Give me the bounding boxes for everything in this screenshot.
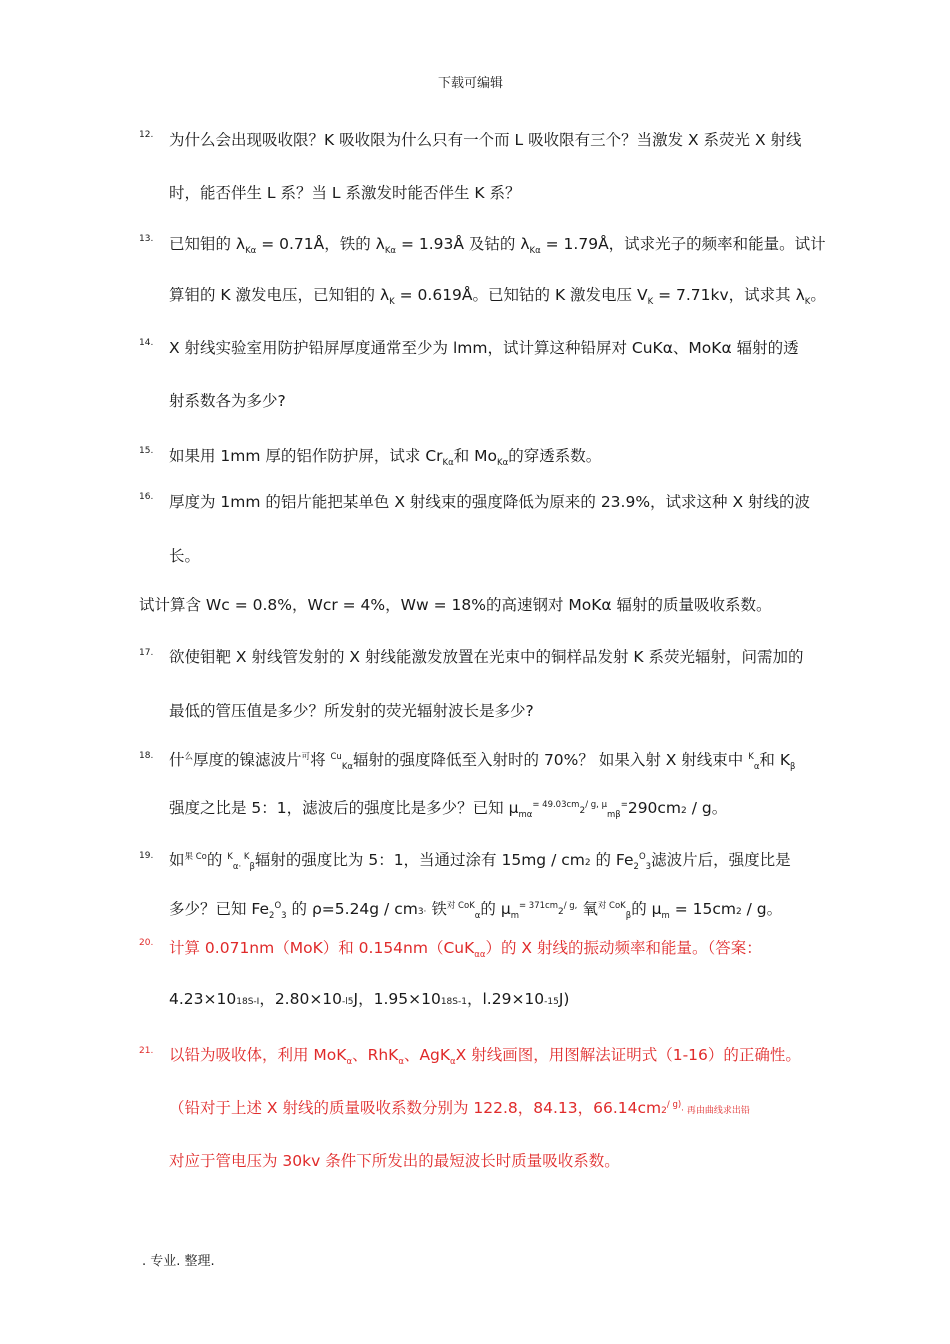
question-18-line-2: 强度之比是 5：1，滤波后的强度比是多少？已知 $\mu_{m\alpha}^{= 49.03cm}2^{/ g, \mu}_{m\beta}^=290cm2$ / g。 — [169, 799, 728, 821]
question-20-line-1: 计算 0.071nm（MoK）和 0.154nm（CuK$_{\alpha\alpha}$）的 X 射线的振动频率和能量。（答案： — [169, 939, 762, 961]
question-14-line-2: 射系数各为多少? — [169, 392, 286, 410]
question-13-line-2: 算钼的 K 激发电压，已知钼的 $\lambda_K$ = 0.619Å。已知钴的 K 激发电压 $V_K = 7.71kv$，试求其 $\lambda_K$。 — [169, 286, 826, 308]
question-number: 19. — [139, 851, 154, 861]
question-17-line-1: 欲使钼靶 X 射线管发射的 X 射线能激发放置在光束中的铜样品发射 K 系荧光辐射，问需加的 — [169, 648, 804, 666]
question-number: 18. — [139, 751, 154, 761]
question-number: 14. — [139, 338, 154, 348]
question-number: 17. — [139, 648, 154, 658]
question-18-line-1: 什$^么$厚度的镍滤波片$^可$将 $^{Cu}_{K\alpha}$辐射的强度降低至入射时的 70%？ 如果入射 X 射线束中 $^K_\alpha$和 $K_\beta$ — [169, 751, 796, 773]
question-15-line-1: 如果用 1mm 厚的铝作防护屏，试求 $Cr_{K\alpha}$和 $Mo_{K\alpha}$的穿透系数。 — [169, 447, 602, 469]
question-number: 16. — [139, 492, 154, 502]
question-19-line-2: 多少？已知 $Fe_2^O_3$ 的 ρ=5.24g / cm3· 铁$^{对 CoK}_\alpha$的 $\mu_m^{= 371cm}2^{/ g,}$ 氧$^{对 CoK}_\beta$的 $\mu_m = 15cm2 / g$。 — [169, 900, 783, 922]
page-header: 下载可编辑 — [438, 76, 504, 91]
question-number: 12. — [139, 130, 154, 140]
question-12-line-1: 为什么会出现吸收限？K 吸收限为什么只有一个而 L 吸收限有三个？当激发 X 系荧光 X 射线 — [169, 131, 802, 149]
question-17-line-2: 最低的管压值是多少？所发射的荧光辐射波长是多少? — [169, 702, 534, 720]
question-16-line-2: 长。 — [169, 547, 201, 565]
unnumbered-question: 试计算含 Wc = 0.8%，Wcr = 4%，Ww = 18%的高速钢对 MoKα 辐射的质量吸收系数。 — [139, 596, 772, 614]
question-number: 13. — [139, 234, 154, 244]
question-21-line-3: 对应于管电压为 30kv 条件下所发出的最短波长时质量吸收系数。 — [169, 1152, 620, 1170]
page-footer: . 专业. 整理. — [142, 1254, 215, 1269]
question-20-line-2: 4.23×1018S-I，2.80×10-l5J，1.95×1018S-1，l.29×10-15J) — [169, 990, 570, 1008]
question-number: 21. — [139, 1046, 154, 1056]
question-13-line-1: 已知钼的 $\lambda_{K\alpha}$ = 0.71Å，铁的 $\lambda_{K\alpha}$ = 1.93Å 及钴的 $\lambda_{K\alpha}$ = 1.79Å，试求光子的频率和能量。试计 — [169, 235, 826, 257]
question-14-line-1: X 射线实验室用防护铅屏厚度通常至少为 lmm，试计算这种铅屏对 CuKα、MoKα 辐射的透 — [169, 339, 799, 357]
question-21-line-1: 以铅为吸收体，利用 MoK$_\alpha$、RhK$_\alpha$、AgK$_\alpha$X 射线画图，用图解法证明式（1-16）的正确性。 — [169, 1046, 801, 1068]
question-12-line-2: 时，能否伴生 L 系？当 L 系激发时能否伴生 K 系？ — [169, 184, 521, 202]
question-number: 20. — [139, 938, 154, 948]
question-number: 15. — [139, 446, 154, 456]
question-21-line-2: （铅对于上述 X 射线的质量吸收系数分别为 122.8，84.13，$66.14cm2^{/ g)}\cdot$ 再由曲线求出铅 — [169, 1099, 750, 1117]
question-16-line-1: 厚度为 1mm 的铝片能把某单色 X 射线束的强度降低为原来的 23.9%，试求这种 X 射线的波 — [169, 493, 811, 511]
question-19-line-1: 如$^{果 Co}$的 $^K_{\alpha\cdot}$ $^K_\beta$辐射的强度比为 5：1，当通过涂有 15mg / cm2 的 $Fe_2^O_3$滤波片后，强度比是 — [169, 851, 791, 873]
